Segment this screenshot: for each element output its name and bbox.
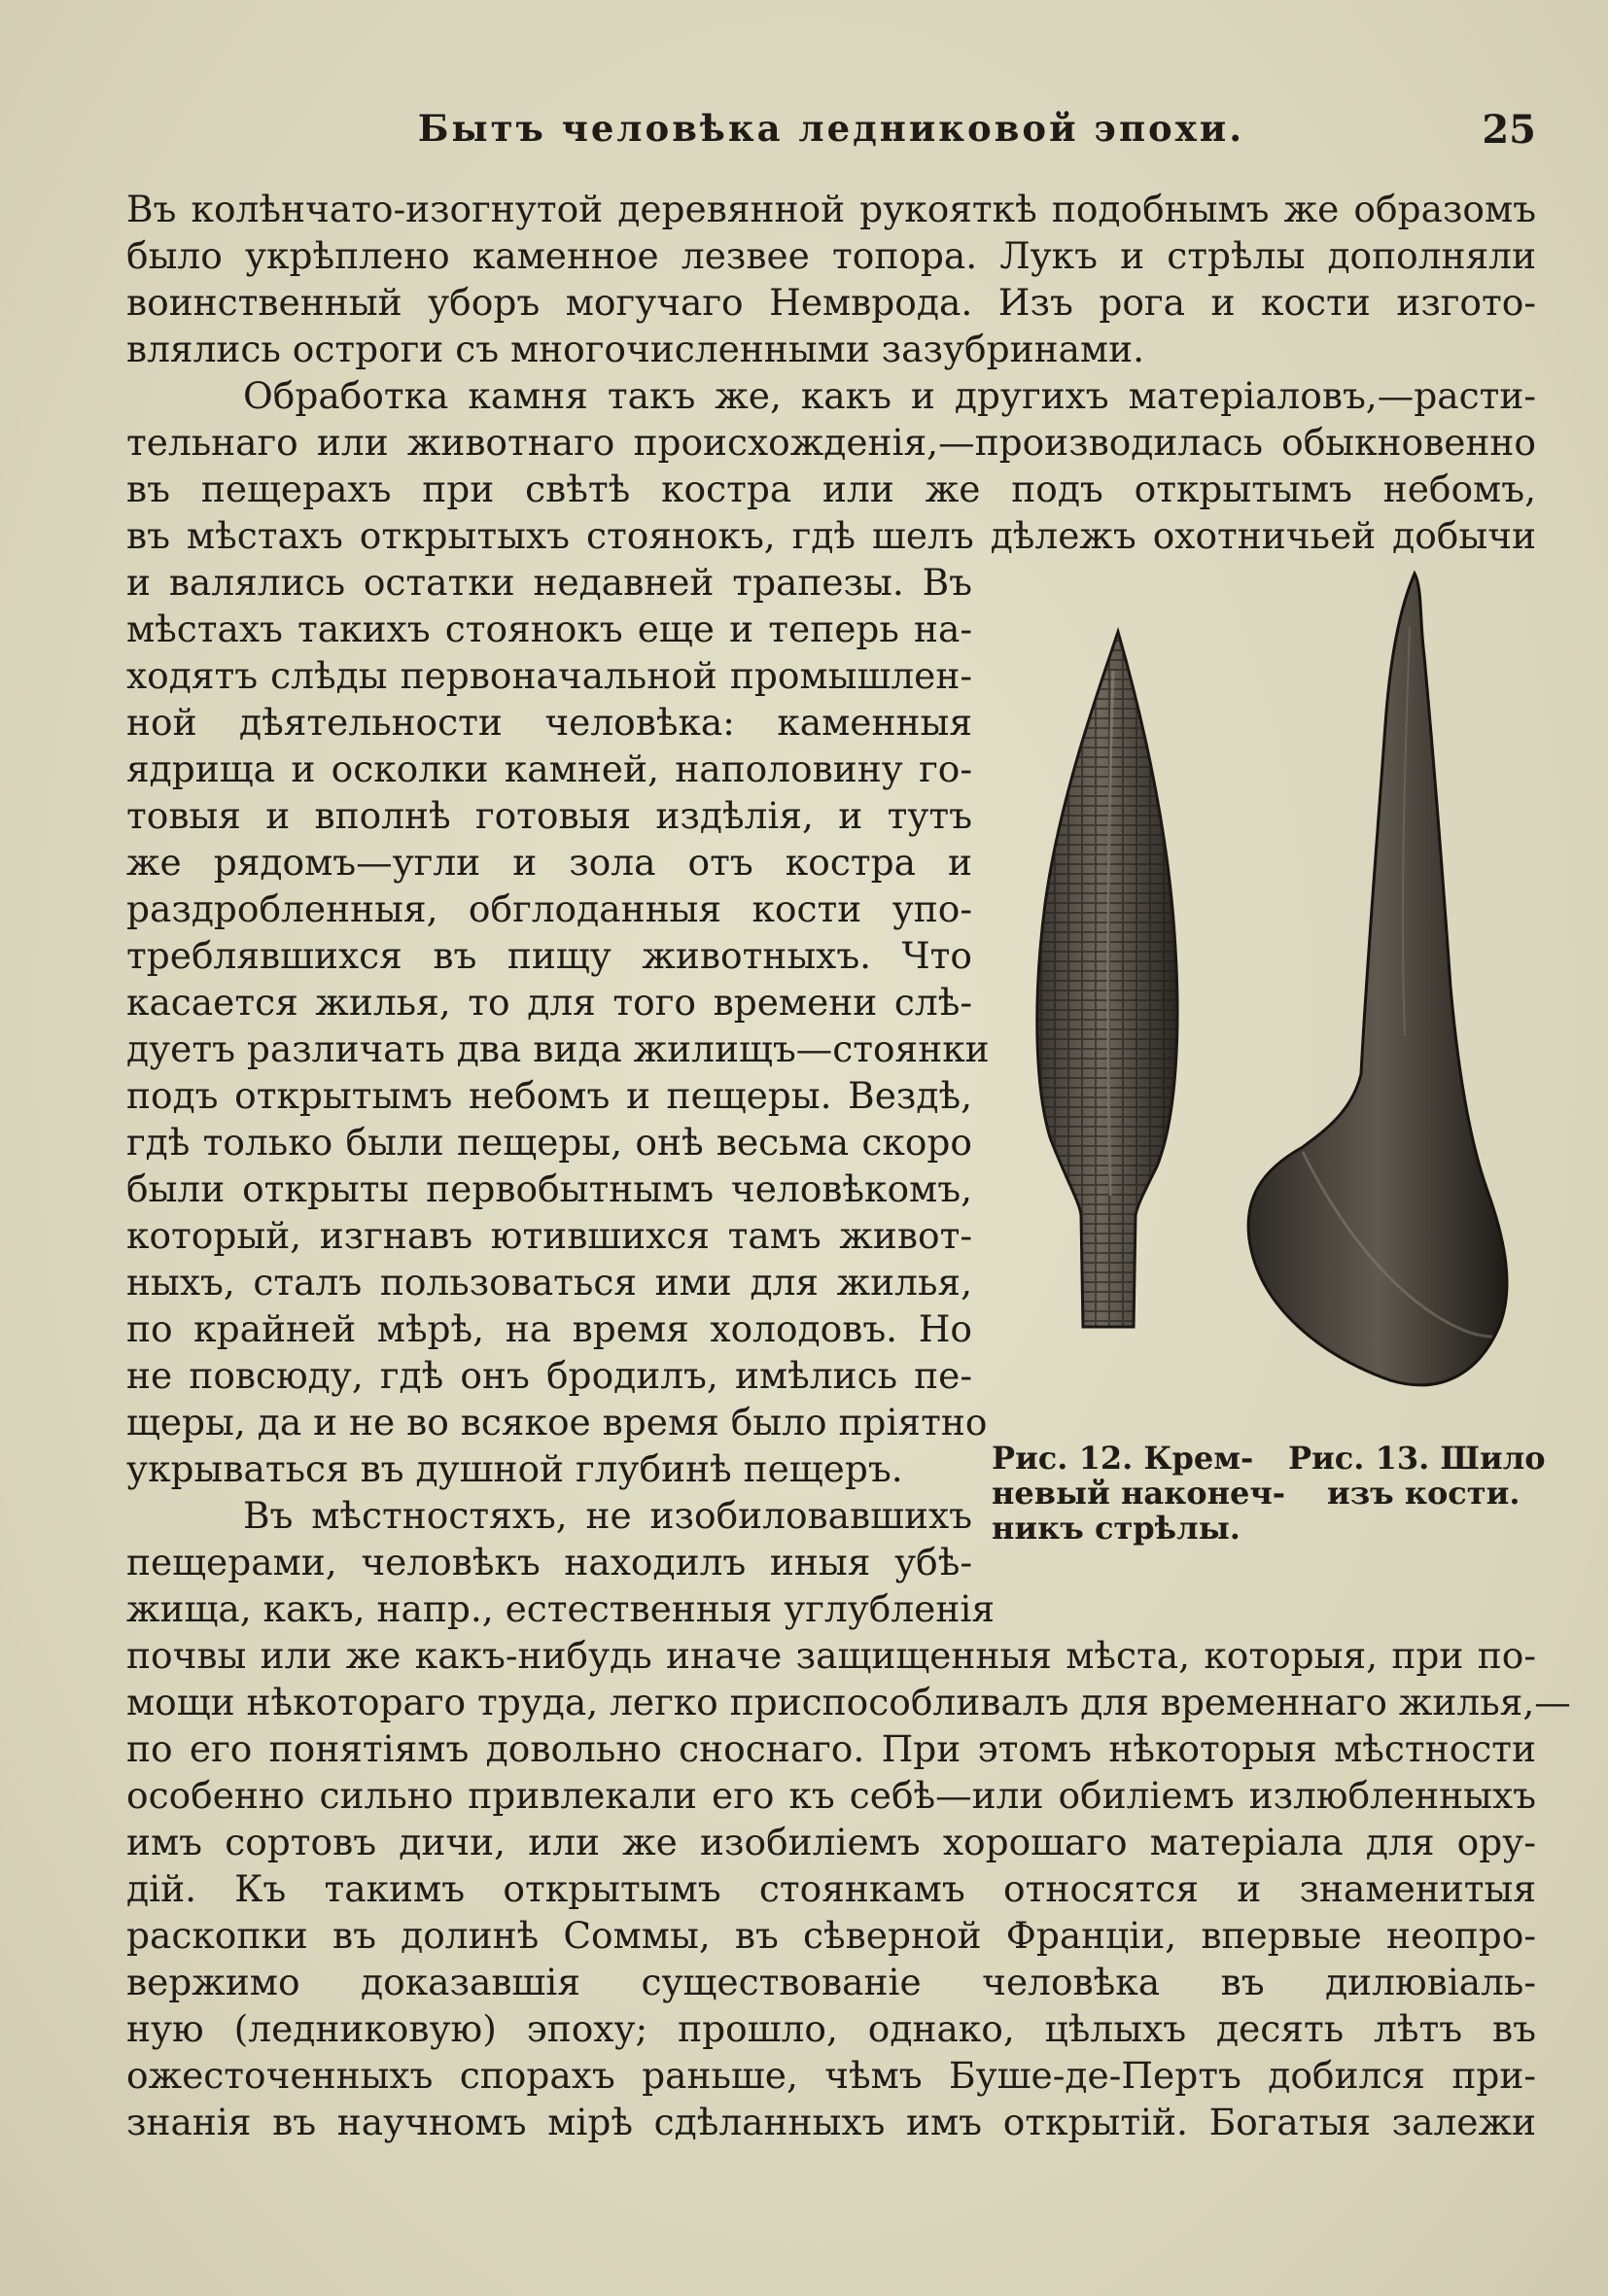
text-line: раздробленныя, обглоданныя кости упо- [126,887,972,930]
text-line: и валялись остатки недавней трапезы. Въ [126,561,972,604]
text-line: почвы или же какъ-нибудь иначе защищенныя мѣста, которыя, при по- [126,1634,1536,1677]
text-line: ной дѣятельности человѣка: каменныя [126,701,972,744]
text-line: влялись остроги съ многочисленными зазубринами. [126,328,1145,370]
text-line: по крайней мѣрѣ, на время холодовъ. Но [126,1307,972,1350]
text-line: особенно сильно привлекали его къ себѣ—или обиліемъ излюбленныхъ [126,1774,1536,1817]
text-line: было укрѣплено каменное лезвее топора. Лукъ и стрѣлы дополняли [126,234,1536,277]
figure-12-caption [992,1441,1285,1546]
text-line: щеры, да и не во всякое время было пріятно [126,1401,988,1444]
text-line: воинственный уборъ могучаго Немврода. Изъ рога и кости изгото- [126,281,1536,324]
text-line: Обработка камня такъ же, какъ и другихъ матеріаловъ,—расти- [243,374,1536,417]
figure-13-caption [1288,1441,1546,1511]
text-line: ходятъ слѣды первоначальной промышлен- [126,654,972,697]
text-line: въ мѣстахъ открытыхъ стоянокъ, гдѣ шелъ дѣлежъ охотничьей добычи [126,514,1536,557]
running-title: Бытъ человѣка ледниковой эпохи. [417,107,1245,150]
text-line: укрываться въ душной глубинѣ пещеръ. [126,1447,903,1490]
text-line: знанія въ научномъ мірѣ сдѣланныхъ имъ открытій. Богатыя залежи [126,2101,1536,2143]
text-line: дій. Къ такимъ открытымъ стоянкамъ относятся и знаменитыя [126,1867,1536,1910]
text-line: жища, какъ, напр., естественныя углубленія [126,1587,996,1630]
page-number: 25 [1482,107,1536,153]
flint-arrowhead-illustration [1021,612,1215,1351]
text-line: Въ колѣнчато-изогнутой деревянной рукояткѣ подобнымъ же образомъ [126,188,1536,230]
text-line: пещерами, человѣкъ находилъ иныя убѣ- [126,1541,972,1583]
text-line: ядрища и осколки камней, наполовину го- [126,748,972,790]
text-line: товыя и вполнѣ готовыя издѣлія, и тутъ [126,794,972,837]
caption-line: невый наконеч- [992,1475,1286,1512]
caption-line: изъ кости. [1327,1475,1521,1512]
text-line: мощи нѣкотораго труда, легко приспособливалъ для временнаго жилья,— [126,1681,1571,1723]
text-line: Въ мѣстностяхъ, не изобиловавшихъ [243,1494,972,1537]
text-line: дуетъ различать два вида жилищъ—стоянки [126,1027,990,1070]
text-line: въ пещерахъ при свѣтѣ костра или же подъ открытымъ небомъ, [126,468,1536,510]
running-header [126,107,1536,156]
text-line: вержимо доказавшія существованіе человѣка въ дилювіаль- [126,1961,1536,2003]
text-line: ную (ледниковую) эпоху; прошло, однако, цѣлыхъ десять лѣтъ въ [126,2007,1536,2050]
text-line: гдѣ только были пещеры, онѣ весьма скоро [126,1121,972,1164]
bone-awl-illustration [1244,569,1517,1405]
text-line: не повсюду, гдѣ онъ бродилъ, имѣлись пе- [126,1354,972,1397]
text-line: мѣстахъ такихъ стоянокъ еще и теперь на- [126,608,972,650]
text-line: который, изгнавъ ютившихся тамъ живот- [126,1214,972,1257]
text-line: треблявшихся въ пищу животныхъ. Что [126,934,972,977]
text-line: тельнаго или животнаго происхожденія,—производилась обыкновенно [126,421,1536,464]
caption-line: никъ стрѣлы. [992,1510,1241,1547]
text-line: ныхъ, сталъ пользоваться ими для жилья, [126,1261,972,1304]
caption-line: Рис. 12. Крем- [992,1440,1254,1477]
text-line: были открыты первобытнымъ человѣкомъ, [126,1167,972,1210]
text-line: касается жилья, то для того времени слѣ- [126,981,972,1024]
text-line: же рядомъ—угли и зола отъ костра и [126,841,972,884]
text-line: раскопки въ долинѣ Соммы, въ сѣверной Франціи, впервые неопро- [126,1914,1536,1957]
caption-line: Рис. 13. Шило [1288,1440,1546,1477]
text-line: подъ открытымъ небомъ и пещеры. Вездѣ, [126,1074,972,1117]
text-line: ожесточенныхъ спорахъ раньше, чѣмъ Буше-де-Пертъ добился при- [126,2054,1536,2097]
text-line: имъ сортовъ дичи, или же изобиліемъ хорошаго матеріала для ору- [126,1821,1536,1863]
text-line: по его понятіямъ довольно сноснаго. При этомъ нѣкоторыя мѣстности [126,1727,1536,1770]
